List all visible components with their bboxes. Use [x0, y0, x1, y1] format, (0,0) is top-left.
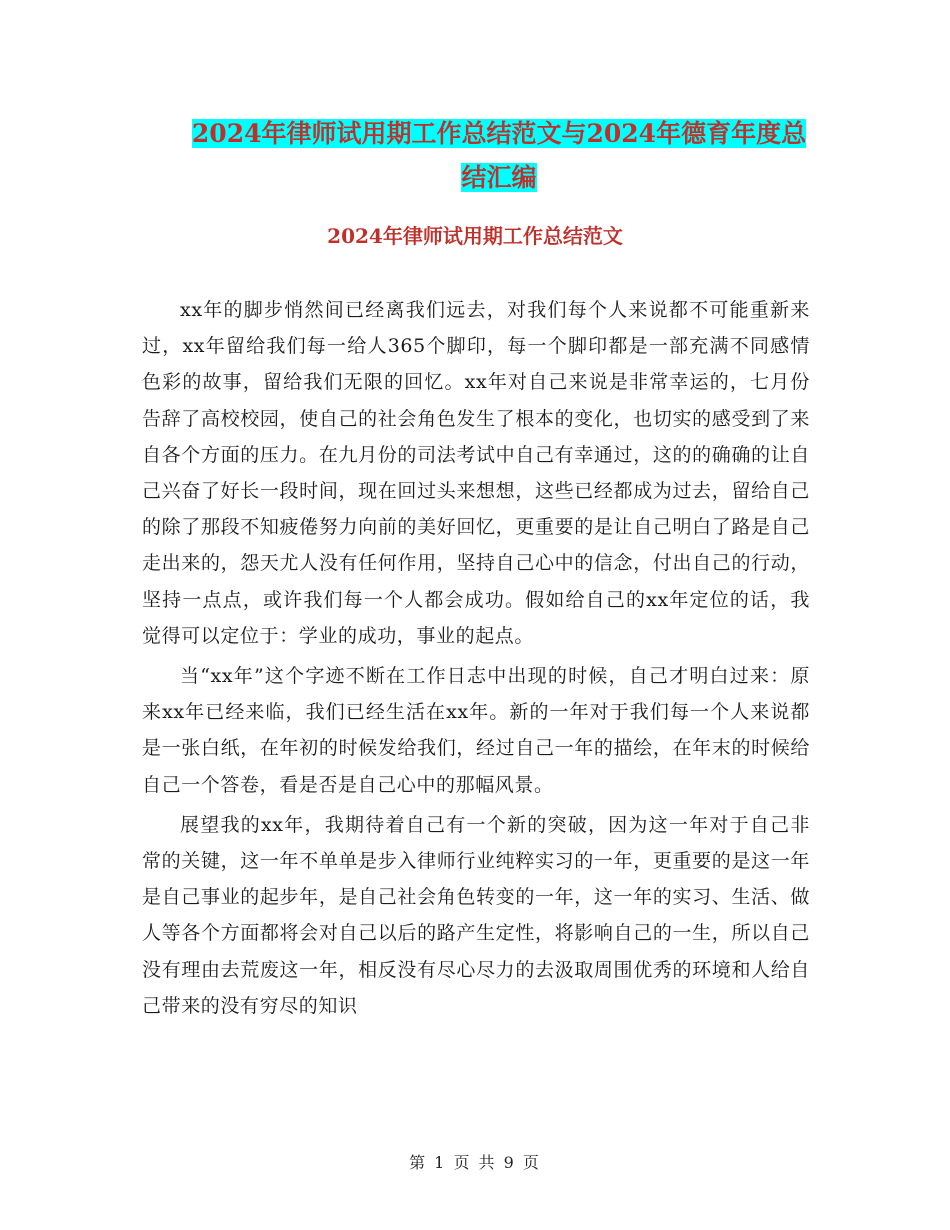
- paragraph-1: xx年的脚步悄然间已经离我们远去，对我们每个人来说都不可能重新来过，xx年留给我们每一给人365个脚印，每一个脚印都是一部充满不同感情色彩的故事，留给我们无限的回忆。xx年对自己来说是非常幸运的，七月份告辞了高校校园，使自己的社会角色发生了根本的变化，也切实的感受到了来自各个方面的压力。在九月份的司法考试中自己有幸通过，这的的确确的让自己兴奋了好长一段时间，现在回过头来想想，这些已经都成为过去，留给自己的除了那段不知疲倦努力向前的美好回忆，更重要的是让自己明白了路是自己走出来的，怨天尤人没有任何作用，坚持自己心中的信念，付出自己的行动，坚持一点点，或许我们每一个人都会成功。假如给自己的xx年定位的话，我觉得可以定位于：学业的成功，事业的起点。: [142, 299, 810, 647]
- body-text: [142, 292, 810, 1028]
- document-title-highlight: 2024年律师试用期工作总结范文与2024年德育年度总结汇编: [191, 119, 807, 192]
- paragraph-2: 当“xx年”这个字迹不断在工作日志中出现的时候，自己才明白过来：原来xx年已经来临，我们已经生活在xx年。新的一年对于我们每一个人来说都是一张白纸，在年初的时候发给我们，经过自己一年的描绘，在年末的时候给自己一个答卷，看是否是自己心中的那幅风景。: [142, 665, 810, 796]
- page-number-footer: 第 1 页 共 9 页: [409, 1153, 541, 1172]
- paragraph-3: 展望我的xx年，我期待着自己有一个新的突破，因为这一年对于自己非常的关键，这一年不单单是步入律师行业纯粹实习的一年，更重要的是这一年是自己事业的起步年，是自己社会角色转变的一年，这一年的实习、生活、做人等各个方面都将会对自己以后的路产生定性，将影响自己的一生，所以自己没有理由去荒废这一年，相反没有尽心尽力的去汲取周围优秀的环境和人给自己带来的没有穷尽的知识: [142, 813, 810, 1017]
- document-title: [185, 112, 813, 200]
- section-title: 2024年律师试用期工作总结范文: [327, 224, 623, 248]
